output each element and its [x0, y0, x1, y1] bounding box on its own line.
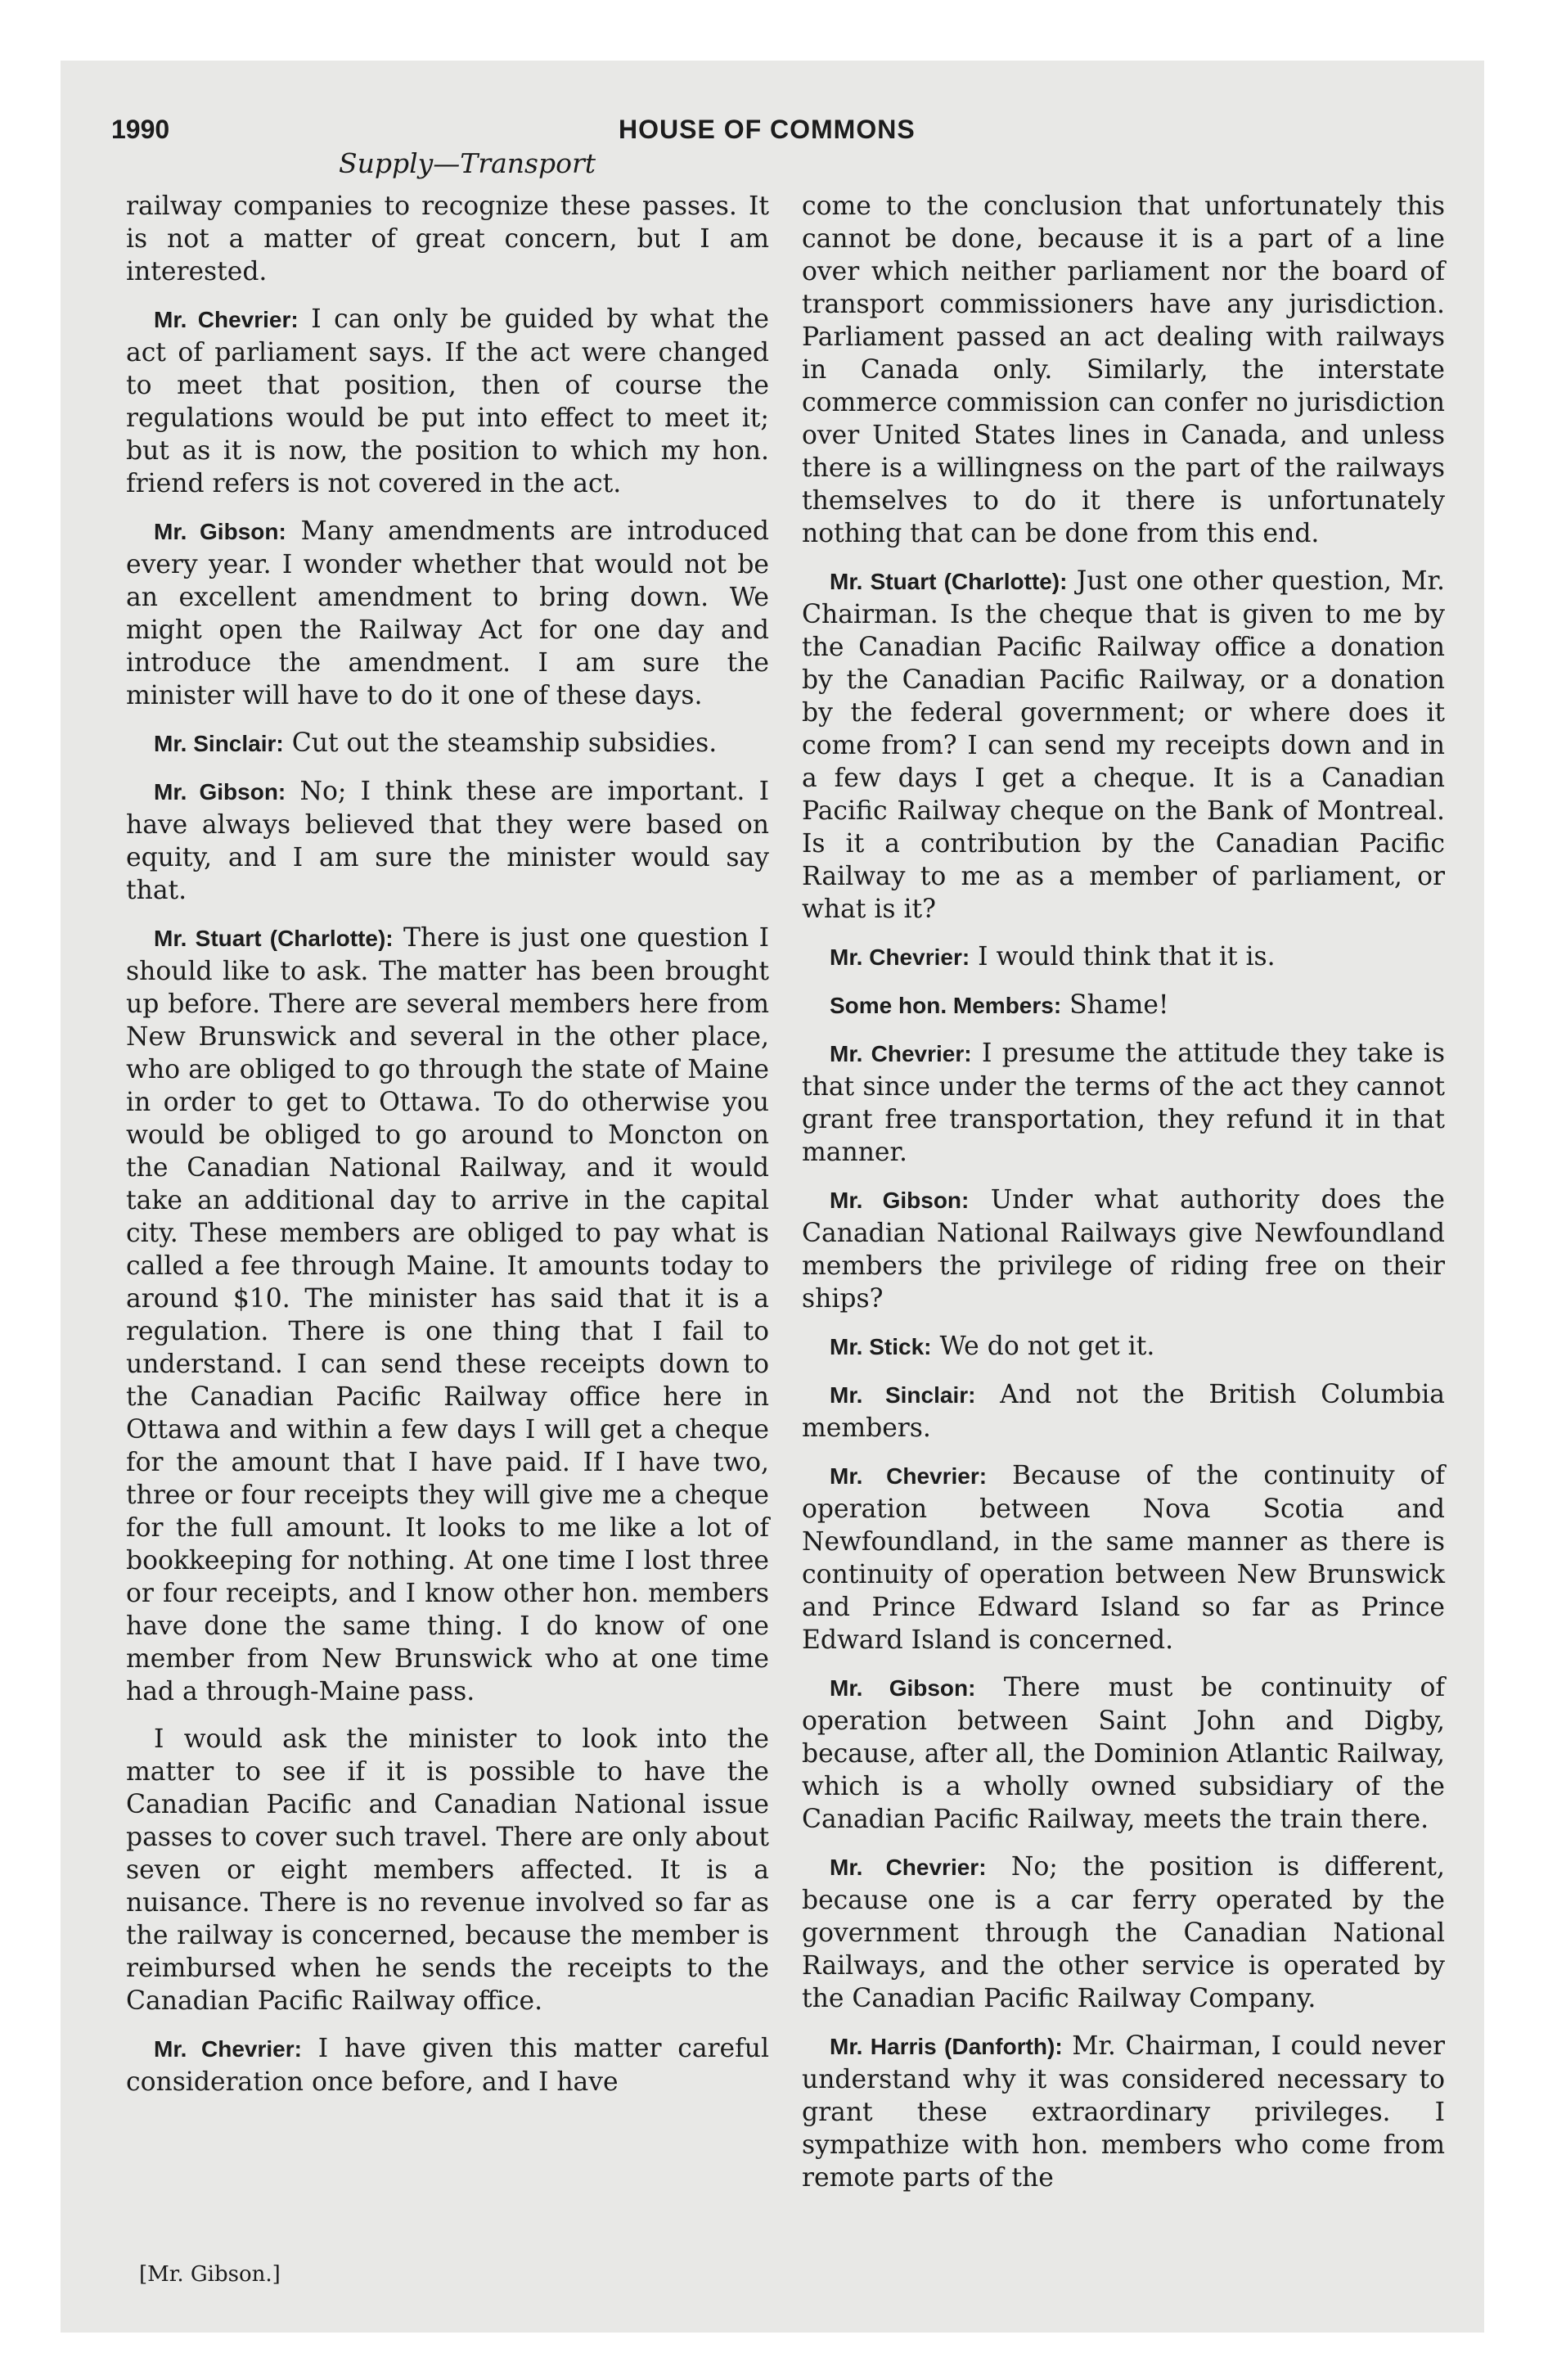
paragraph-text: No; the position is different, because one is a car ferry operated by the government through the Canadian National Railways, and the other service is operated by the Canadian Pacific Railway Company.	[802, 1852, 1446, 2013]
paragraph-text: Cut out the steamship subsidies.	[291, 728, 718, 758]
paragraph	[802, 1850, 1445, 2015]
speaker-name: Mr. Chevrier:	[154, 307, 299, 332]
paragraph	[802, 1183, 1445, 1315]
paragraph-text: I would ask the minister to look into the matter to see if it is possible to have the Canadian Pacific and Canadian National issue passes to cover such travel. There are only about seven or eight members affected. It is a nuisance. There is no revenue involved so far as the railway is concerned, because the member is reimbursed when he sends the receipts to the Canadian Pacific Railway office.	[126, 1724, 769, 2016]
paragraph	[802, 1330, 1445, 1364]
paragraph-text: Under what authority does the Canadian National Railways give Newfoundland members the privilege of riding free on their ships?	[802, 1185, 1445, 1314]
paragraph-text: No; I think these are important. I have always believed that they were based on equity, and I am sure the minister would say that.	[126, 777, 770, 905]
speaker-name: Mr. Chevrier:	[830, 1855, 987, 1880]
speaker-name: Mr. Sinclair:	[830, 1382, 976, 1408]
paragraph-text: railway companies to recognize these passes. It is not a matter of great concern, but I am interested.	[126, 192, 769, 286]
paragraph-text: Just one other question, Mr. Chairman. Is the cheque that is given to me by the Canadian Pacific Railway office a donation by the Canadian Pacific Railway, or a donation by the federal government; or where does it come from? I can send my receipts down and in a few days I get a cheque. It is a Canadian Pacific Railway cheque on the Bank of Montreal. Is it a contribution by the Canadian Pacific Railway to me as a member of parliament, or what is it?	[802, 566, 1446, 924]
paragraph-text: We do not get it.	[939, 1332, 1155, 1361]
paragraph-text: Shame!	[1069, 990, 1169, 1020]
speaker-name: Mr. Chevrier:	[830, 1463, 988, 1489]
paragraph	[802, 1037, 1445, 1169]
paragraph	[802, 190, 1445, 550]
paragraph-text: I have given this matter careful consideration once before, and I have	[126, 2034, 769, 2097]
paragraph	[126, 1723, 769, 2017]
paragraph	[802, 1378, 1445, 1445]
speaker-name: Mr. Chevrier:	[830, 1041, 972, 1066]
paragraph	[802, 565, 1445, 926]
running-head: HOUSE OF COMMONS	[619, 115, 916, 144]
paragraph-text: There must be continuity of operation between Saint John and Digby, because, after all, the Dominion Atlantic Railway, which is a wholly owned subsidiary of the Canadian Pacific Railway, meets the train there.	[802, 1673, 1445, 1834]
speaker-name: Mr. Stick:	[830, 1334, 932, 1359]
paragraph-text: There is just one question I should like to ask. The matter has been brought up before. There are several members here from New Brunswick and several in the other place, who are obliged to go through the state of Maine in order to get to Ottawa. To do otherwise you would be obliged to go around to Moncton on the Canadian National Railway, and it would take an additional day to arrive in the capital city. These members are obliged to pay what is called a fee through Maine. It amounts today to around $10. The minister has said that it is a regulation. There is one thing that I fail to understand. I can send these receipts down to the Canadian Pacific Railway office here in Ottawa and within a few days I will get a cheque for the amount that I have paid. If I have two, three or four receipts they will give me a cheque for the full amount. It looks to me like a lot of bookkeeping for nothing. At one time I lost three or four receipts, and I know other hon. members have done the same thing. I do know of one member from New Brunswick who at one time had a through-Maine pass.	[126, 923, 770, 1706]
paragraph	[126, 2032, 769, 2098]
speaker-name: Mr. Sinclair:	[154, 731, 284, 756]
speaker-name: Mr. Gibson:	[154, 779, 286, 805]
paragraph-text: And not the British Columbia members.	[802, 1380, 1446, 1443]
paragraph	[126, 922, 769, 1708]
paragraph-text: Many amendments are introduced every year. I wonder whether that would not be an excellent amendment to bring down. We might open the Railway Act for one day and introduce the amendment. I am sure the minister will have to do it one of these days.	[126, 516, 769, 710]
paragraph	[802, 2030, 1445, 2194]
speaker-name: Mr. Gibson:	[154, 519, 286, 544]
speaker-name: Some hon. Members:	[830, 993, 1062, 1018]
paragraph	[802, 1671, 1445, 1836]
paragraph	[802, 940, 1445, 974]
paragraph	[126, 190, 769, 288]
page-number: 1990	[111, 115, 170, 144]
paragraph	[802, 989, 1445, 1022]
speaker-name: Mr. Chevrier:	[154, 2036, 302, 2062]
footer-attribution: [Mr. Gibson.]	[139, 2262, 281, 2287]
paragraph	[126, 727, 769, 760]
paragraph-text: come to the conclusion that unfortunately this cannot be done, because it is a part of a line over which neither parliament nor the board of transport commissioners have any jurisdiction. Parliament passed an act dealing with railways in Canada only. Similarly, the interstate commerce commission can confer no jurisdiction over United States lines in Canada, and unless there is a willingness on the part of the railways themselves to do it there is unfortunately nothing that can be done from this end.	[802, 192, 1445, 548]
paragraph-text: Because of the continuity of operation between Nova Scotia and Newfoundland, in the same manner as there is continuity of operation between New Brunswick and Prince Edward Island so far as Prince Edward Island is concerned.	[802, 1461, 1446, 1655]
paragraph	[126, 515, 769, 712]
speaker-name: Mr. Gibson:	[830, 1675, 976, 1701]
paragraph-text: I presume the attitude they take is that since under the terms of the act they cannot grant free transportation, they refund it in that manner.	[802, 1039, 1445, 1167]
speaker-name: Mr. Harris (Danforth):	[830, 2034, 1063, 2059]
paragraph	[126, 303, 769, 500]
speaker-name: Mr. Stuart (Charlotte):	[154, 926, 394, 951]
paragraph-text: Mr. Chairman, I could never understand why it was considered necessary to grant these extraordinary privileges. I sympathize with hon. members who come from remote parts of the	[802, 2031, 1445, 2193]
speaker-name: Mr. Chevrier:	[830, 944, 970, 970]
paragraph	[126, 775, 769, 907]
section-heading: Supply—Transport	[339, 147, 596, 179]
speaker-name: Mr. Gibson:	[830, 1188, 970, 1213]
speaker-name: Mr. Stuart (Charlotte):	[830, 569, 1068, 594]
paragraph	[802, 1459, 1445, 1657]
page-header	[111, 115, 1437, 164]
paragraph-text: I can only be guided by what the act of parliament says. If the act were changed to meet that position, then of course the regulations would be put into effect to meet it; but as it is now, the position to which my hon. friend refers is not covered in the act.	[126, 304, 770, 498]
paragraph-text: I would think that it is.	[978, 942, 1276, 971]
left-column	[126, 190, 769, 2113]
right-column	[802, 190, 1445, 2209]
